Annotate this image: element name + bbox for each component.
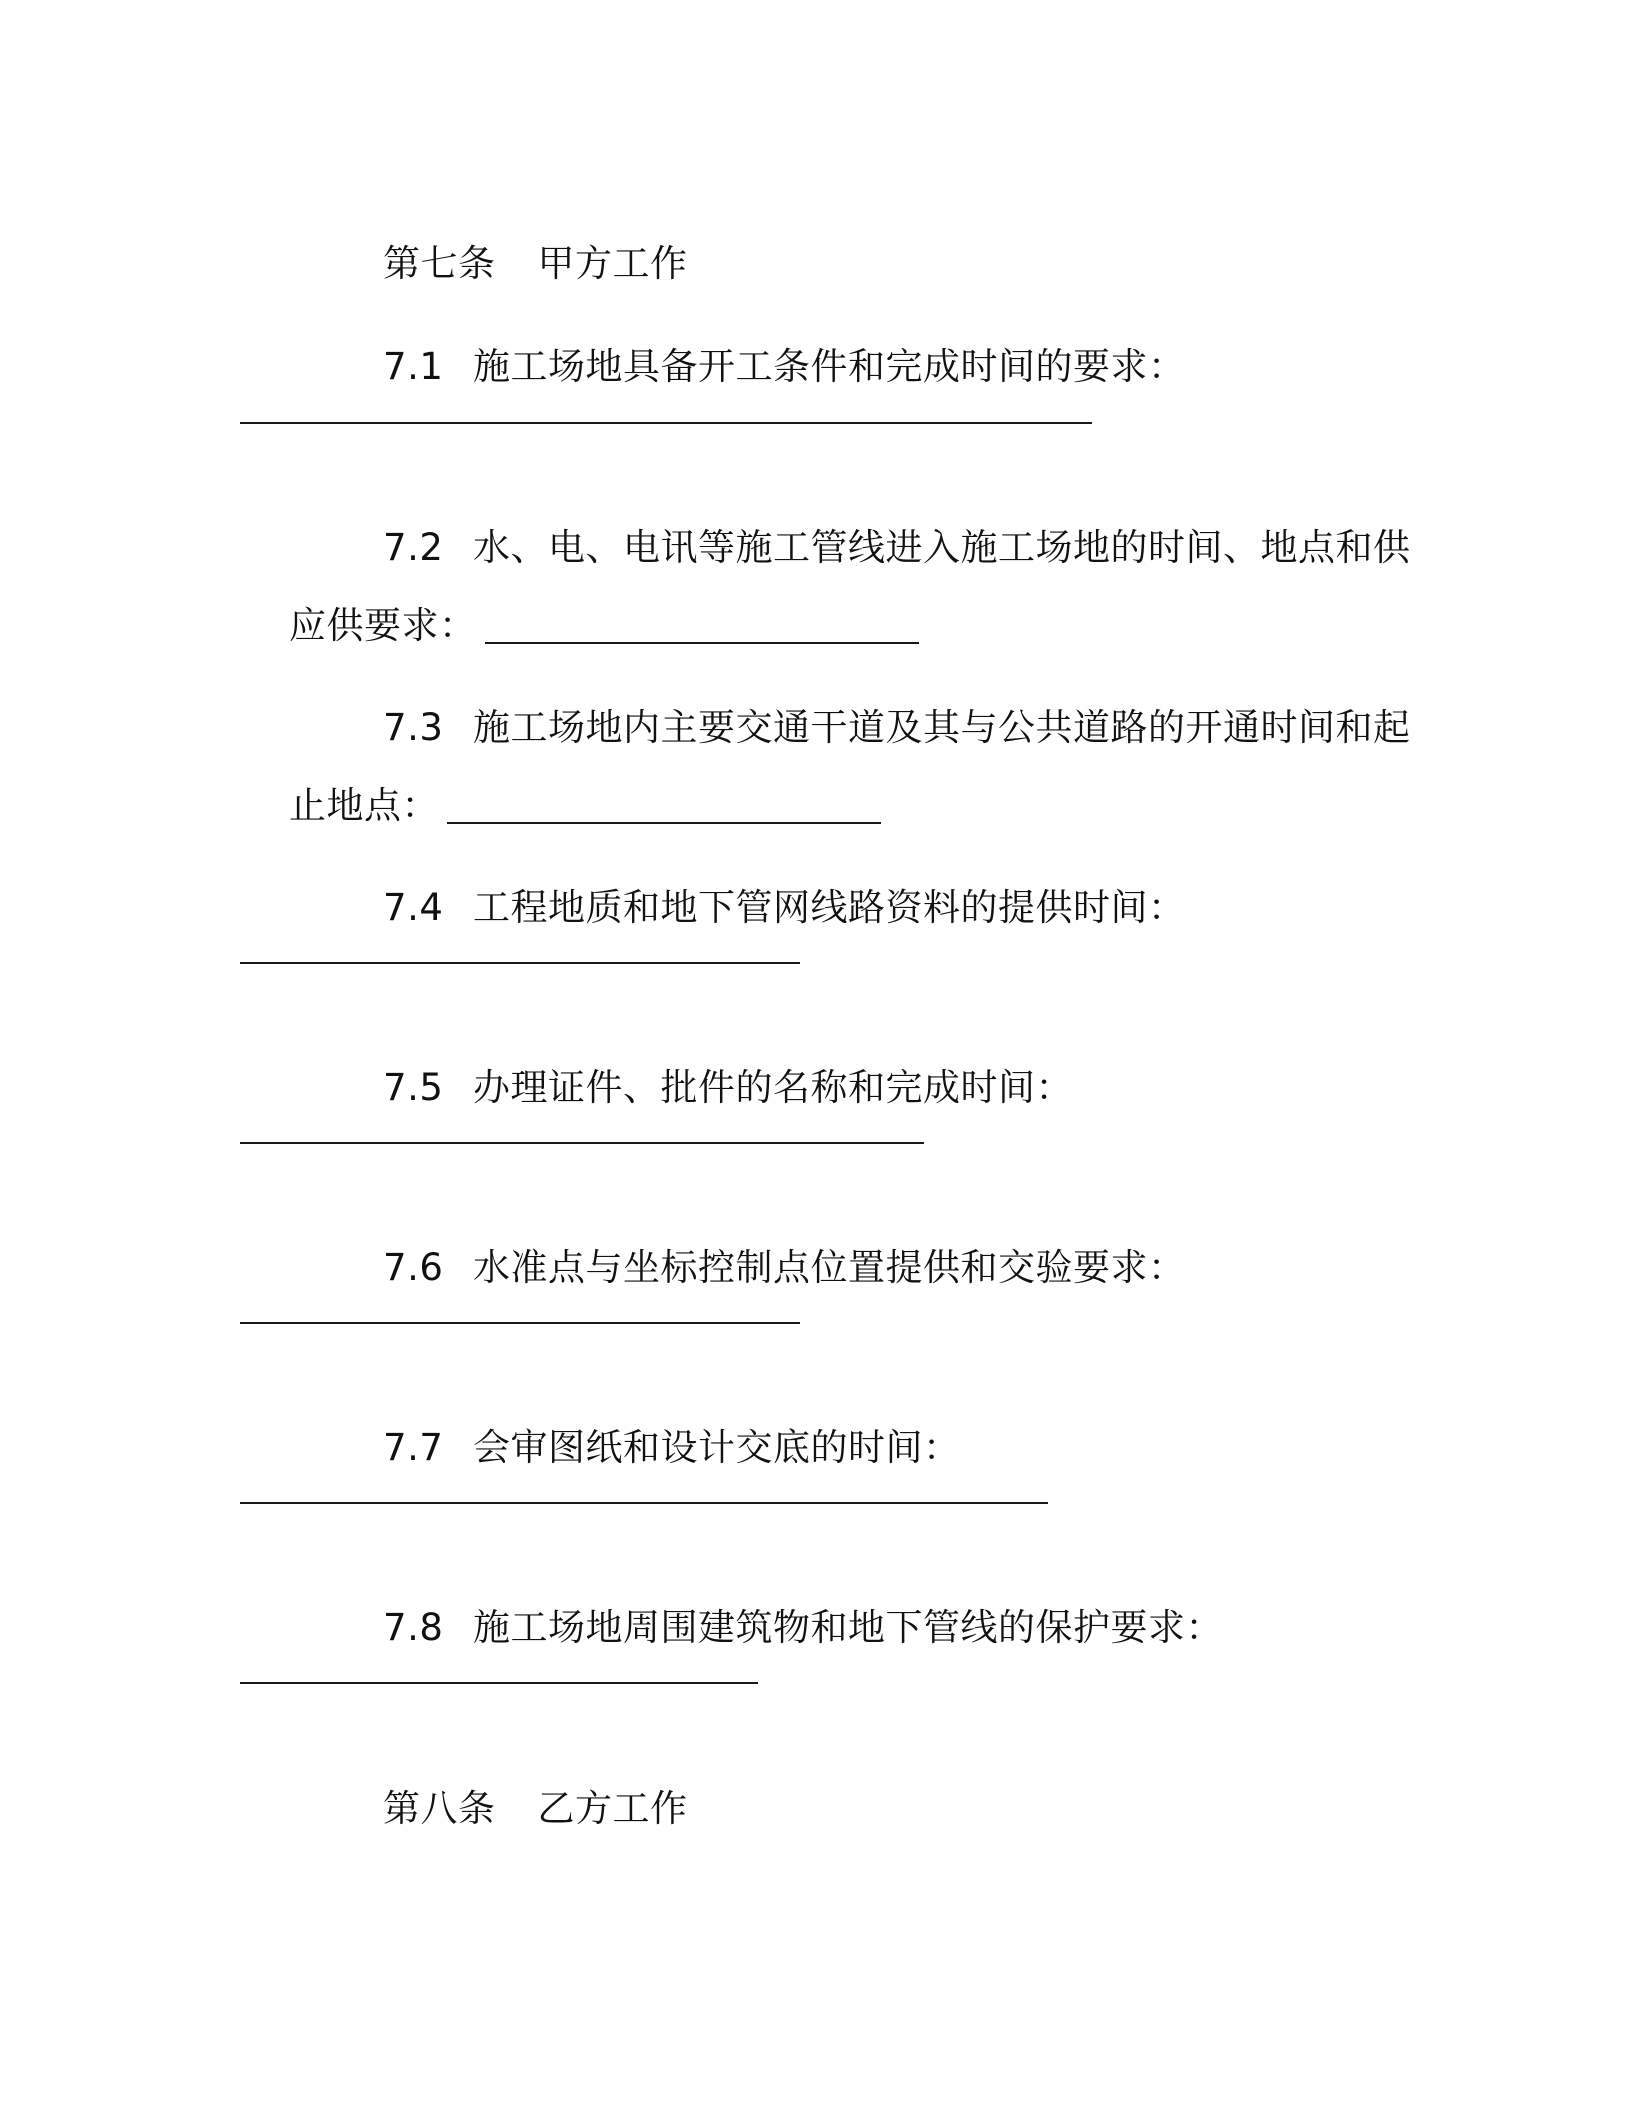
item-7-7-number: 7.7 bbox=[383, 1426, 444, 1469]
item-7-5-blank[interactable] bbox=[240, 1142, 924, 1144]
item-7-3-blank[interactable] bbox=[447, 822, 881, 824]
article-8-heading bbox=[334, 1737, 688, 1881]
item-7-6-text: 水准点与坐标控制点位置提供和交验要求： bbox=[473, 1246, 1186, 1289]
article-8-number: 第八条 bbox=[383, 1787, 496, 1830]
item-7-7-text: 会审图纸和设计交底的时间： bbox=[473, 1426, 961, 1469]
item-7-4 bbox=[334, 836, 1186, 980]
item-7-6-number: 7.6 bbox=[383, 1246, 444, 1289]
item-7-5 bbox=[334, 1016, 1073, 1160]
item-7-1 bbox=[334, 295, 1186, 439]
item-7-1-text: 施工场地具备开工条件和完成时间的要求： bbox=[473, 345, 1186, 388]
article-7-title: 甲方工作 bbox=[537, 242, 688, 285]
item-7-8-number: 7.8 bbox=[383, 1606, 444, 1649]
item-7-8-text: 施工场地周围建筑物和地下管线的保护要求： bbox=[473, 1606, 1224, 1649]
item-7-3-continuation: 止地点： bbox=[289, 784, 440, 827]
item-7-2-blank[interactable] bbox=[485, 642, 919, 644]
item-7-3-text: 施工场地内主要交通干道及其与公共道路的开通时间和起 bbox=[473, 706, 1411, 749]
item-7-1-number: 7.1 bbox=[383, 345, 444, 388]
item-7-4-number: 7.4 bbox=[383, 886, 444, 929]
item-7-5-text: 办理证件、批件的名称和完成时间： bbox=[473, 1066, 1074, 1109]
item-7-5-number: 7.5 bbox=[383, 1066, 444, 1109]
item-7-4-blank[interactable] bbox=[240, 962, 800, 964]
item-7-6-blank[interactable] bbox=[240, 1322, 800, 1324]
item-7-1-blank[interactable] bbox=[240, 422, 1092, 424]
item-7-7-blank[interactable] bbox=[240, 1502, 1048, 1504]
item-7-2-text: 水、电、电讯等施工管线进入施工场地的时间、地点和供 bbox=[473, 526, 1411, 569]
item-7-8 bbox=[334, 1556, 1223, 1700]
item-7-3-number: 7.3 bbox=[383, 706, 444, 749]
item-7-7 bbox=[334, 1376, 961, 1520]
item-7-8-blank[interactable] bbox=[240, 1682, 758, 1684]
item-7-4-text: 工程地质和地下管网线路资料的提供时间： bbox=[473, 886, 1186, 929]
item-7-2-continuation: 应供要求： bbox=[289, 604, 477, 647]
item-7-2-number: 7.2 bbox=[383, 526, 444, 569]
article-7-number: 第七条 bbox=[383, 242, 496, 285]
item-7-6 bbox=[334, 1196, 1186, 1340]
article-8-title: 乙方工作 bbox=[537, 1787, 688, 1830]
